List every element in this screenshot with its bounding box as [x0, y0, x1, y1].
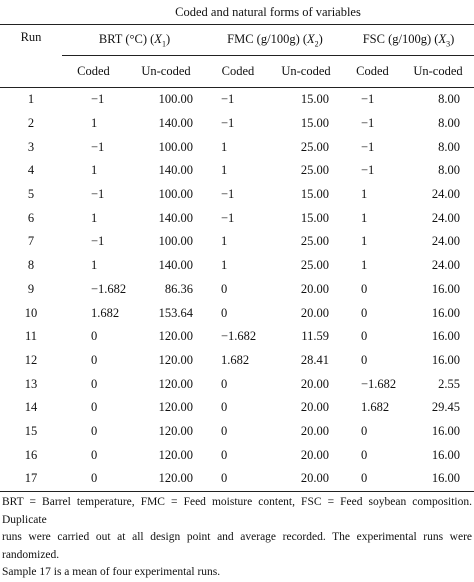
fsc-coded-cell: −1: [361, 116, 375, 131]
fsc-uncoded-cell: 16.00: [402, 467, 474, 491]
table-row: [0, 183, 474, 207]
fsc-uncoded-cell: 8.00: [438, 116, 460, 131]
fsc-uncoded-cell: 16.00: [431, 329, 460, 344]
fmc-uncoded-cell: 25.00: [300, 234, 329, 249]
fmc-coded-cell: 0: [221, 281, 228, 296]
fmc-coded-cell: 0: [221, 423, 228, 438]
brt-coded-cell: −1: [91, 139, 105, 154]
fsc-uncoded-cell: 24.00: [431, 258, 460, 273]
fsc-uncoded-cell: 16.00: [431, 305, 460, 320]
brt-coded-cell: 0: [91, 423, 98, 438]
brt-uncoded-cell: 120.00: [158, 400, 193, 415]
table-row: [0, 443, 474, 467]
brt-coded-cell: 1: [91, 163, 98, 178]
fmc-coded-cell: 1: [221, 234, 228, 249]
fsc-coded-cell: 0: [343, 467, 402, 491]
brt-uncoded-cell: 100.00: [158, 139, 193, 154]
fsc-coded-cell: 1: [361, 210, 368, 225]
fmc-uncoded-cell: 25.00: [300, 258, 329, 273]
fmc-uncoded-cell: 15.00: [300, 187, 329, 202]
fmc-uncoded-cell: 20.00: [300, 447, 329, 462]
run-cell: 1: [27, 92, 35, 107]
fsc-coded-cell: −1: [361, 92, 375, 107]
brt-coded-cell: 0: [62, 467, 125, 491]
fmc-coded-cell: 0: [221, 376, 228, 391]
brt-uncoded-cell: 120.00: [158, 376, 193, 391]
brt-coded-cell: −1.682: [91, 281, 127, 296]
run-cell: 8: [27, 258, 35, 273]
group-header-fmc: FMC (g/100g) $(X_2)$: [207, 25, 343, 56]
run-header-spacer: [0, 0, 62, 25]
brt-uncoded-cell: 120.00: [158, 447, 193, 462]
fsc-coded-cell: −1: [361, 139, 375, 154]
fsc-uncoded-cell: 16.00: [431, 423, 460, 438]
fsc-coded-cell: 0: [361, 281, 368, 296]
fsc-uncoded-cell: 24.00: [431, 210, 460, 225]
brt-uncoded-cell: 100.00: [158, 92, 193, 107]
fmc-uncoded-cell: 15.00: [300, 210, 329, 225]
table-title: Coded and natural forms of variables: [62, 0, 474, 25]
table-body: [0, 88, 474, 492]
run-cell: 7: [27, 234, 35, 249]
fmc-uncoded-cell: 15.00: [300, 116, 329, 131]
brt-coded-cell: 1: [91, 258, 98, 273]
fmc-coded-cell: −1: [221, 116, 235, 131]
fmc-uncoded-cell: 20.00: [300, 400, 329, 415]
brt-coded-cell: 0: [91, 447, 98, 462]
fmc-uncoded-cell: 20.00: [300, 423, 329, 438]
table-row: [0, 230, 474, 254]
run-cell: 13: [24, 376, 38, 391]
brt-uncoded-cell: 140.00: [158, 210, 193, 225]
run-cell: 2: [27, 116, 35, 131]
table-row: [0, 254, 474, 278]
brt-coded-cell: 1: [91, 210, 98, 225]
group-header-fsc: FSC (g/100g) $(X_3)$: [343, 25, 474, 56]
fmc-coded-cell: 0: [207, 467, 269, 491]
run-cell: 16: [24, 447, 38, 462]
fsc-coded-cell: 0: [361, 423, 368, 438]
fsc-uncoded-cell: 16.00: [431, 447, 460, 462]
fsc-uncoded-cell: 24.00: [431, 234, 460, 249]
fmc-coded-cell: 1: [221, 163, 228, 178]
run-cell: 14: [24, 400, 38, 415]
fsc-coded-cell: 1: [361, 258, 368, 273]
footnote-line: Sample 17 is a mean of four experimental runs.: [2, 566, 221, 578]
fmc-coded-cell: −1.682: [221, 329, 257, 344]
table-row: [0, 396, 474, 420]
fmc-coded-cell: 1: [221, 139, 228, 154]
brt-uncoded-cell: 153.64: [158, 305, 193, 320]
brt-uncoded-cell: 120.00: [158, 423, 193, 438]
fsc-coded-cell: 0: [361, 352, 368, 367]
table-row: [0, 420, 474, 444]
brt-uncoded-cell: 140.00: [158, 163, 193, 178]
brt-uncoded-cell: 120.00: [125, 467, 207, 491]
brt-uncoded-cell: 100.00: [158, 187, 193, 202]
run-header: Run: [0, 25, 62, 88]
fsc-uncoded-cell: 29.45: [431, 400, 460, 415]
fmc-coded-cell: 1: [221, 258, 228, 273]
footnote-line: runs were carried out at all design point and average recorded. The experimental runs were randomized.: [2, 531, 472, 561]
brt-coded-cell: 0: [91, 329, 98, 344]
table-row: [0, 88, 474, 112]
fmc-coded-cell: 0: [221, 305, 228, 320]
fmc-coded-cell: −1: [221, 92, 235, 107]
table-row: [0, 135, 474, 159]
subheader-coded: Coded: [343, 56, 402, 88]
fsc-uncoded-cell: 16.00: [431, 281, 460, 296]
table-row: [0, 301, 474, 325]
subheader-coded: Coded: [62, 56, 125, 88]
run-cell: 9: [27, 281, 35, 296]
brt-coded-cell: 0: [91, 400, 98, 415]
table-row: [0, 467, 474, 491]
fmc-uncoded-cell: 15.00: [300, 92, 329, 107]
run-cell: 10: [24, 305, 38, 320]
subheader-uncoded: Un-coded: [125, 56, 207, 88]
fsc-coded-cell: 0: [361, 447, 368, 462]
brt-uncoded-cell: 120.00: [158, 352, 193, 367]
run-cell: 5: [27, 187, 35, 202]
fsc-uncoded-cell: 2.55: [438, 376, 460, 391]
fsc-coded-cell: 1: [361, 187, 368, 202]
run-cell: 17: [0, 467, 62, 491]
fsc-coded-cell: 0: [361, 305, 368, 320]
table-row: [0, 159, 474, 183]
fsc-uncoded-cell: 8.00: [438, 139, 460, 154]
group-header-brt: BRT (°C) $(X_1)$: [62, 25, 207, 56]
fmc-uncoded-cell: 20.00: [300, 376, 329, 391]
subheader-uncoded: Un-coded: [269, 56, 343, 88]
fmc-coded-cell: −1: [221, 187, 235, 202]
fmc-uncoded-cell: 25.00: [300, 163, 329, 178]
brt-coded-cell: 0: [91, 376, 98, 391]
brt-uncoded-cell: 140.00: [158, 116, 193, 131]
fmc-uncoded-cell: 20.00: [300, 281, 329, 296]
fsc-coded-cell: −1: [361, 163, 375, 178]
fmc-uncoded-cell: 25.00: [300, 139, 329, 154]
table-row: [0, 206, 474, 230]
fsc-coded-cell: −1.682: [361, 376, 397, 391]
table-footnote: [2, 494, 472, 582]
fsc-uncoded-cell: 24.00: [431, 187, 460, 202]
fsc-coded-cell: 1.682: [361, 400, 390, 415]
brt-coded-cell: 0: [91, 352, 98, 367]
brt-uncoded-cell: 86.36: [164, 281, 193, 296]
brt-coded-cell: 1: [91, 116, 98, 131]
table-row: [0, 349, 474, 373]
run-cell: 4: [27, 163, 35, 178]
brt-coded-cell: −1: [91, 92, 105, 107]
fsc-coded-cell: 1: [361, 234, 368, 249]
fmc-coded-cell: 0: [221, 400, 228, 415]
run-cell: 15: [24, 423, 38, 438]
fmc-coded-cell: −1: [221, 210, 235, 225]
fmc-coded-cell: 1.682: [221, 352, 250, 367]
fsc-uncoded-cell: 8.00: [438, 163, 460, 178]
fsc-uncoded-cell: 8.00: [438, 92, 460, 107]
fmc-coded-cell: 0: [221, 447, 228, 462]
brt-coded-cell: −1: [91, 187, 105, 202]
table-row: [0, 325, 474, 349]
run-cell: 11: [24, 329, 38, 344]
fsc-uncoded-cell: 16.00: [431, 352, 460, 367]
brt-coded-cell: 1.682: [91, 305, 120, 320]
fmc-uncoded-cell: 28.41: [300, 352, 329, 367]
subheader-uncoded: Un-coded: [402, 56, 474, 88]
run-cell: 6: [27, 210, 35, 225]
table-row: [0, 112, 474, 136]
footnote-line: BRT = Barrel temperature, FMC = Feed moisture content, FSC = Feed soybean composition. Duplicate: [2, 496, 472, 526]
table-row: [0, 278, 474, 302]
brt-uncoded-cell: 100.00: [158, 234, 193, 249]
run-cell: 3: [27, 139, 35, 154]
fsc-coded-cell: 0: [361, 329, 368, 344]
fmc-uncoded-cell: 20.00: [269, 467, 343, 491]
brt-uncoded-cell: 140.00: [158, 258, 193, 273]
run-cell: 12: [24, 352, 38, 367]
fmc-uncoded-cell: 20.00: [300, 305, 329, 320]
brt-coded-cell: −1: [91, 234, 105, 249]
fmc-uncoded-cell: 11.59: [301, 329, 329, 344]
table-row: [0, 372, 474, 396]
brt-uncoded-cell: 120.00: [158, 329, 193, 344]
subheader-coded: Coded: [207, 56, 269, 88]
